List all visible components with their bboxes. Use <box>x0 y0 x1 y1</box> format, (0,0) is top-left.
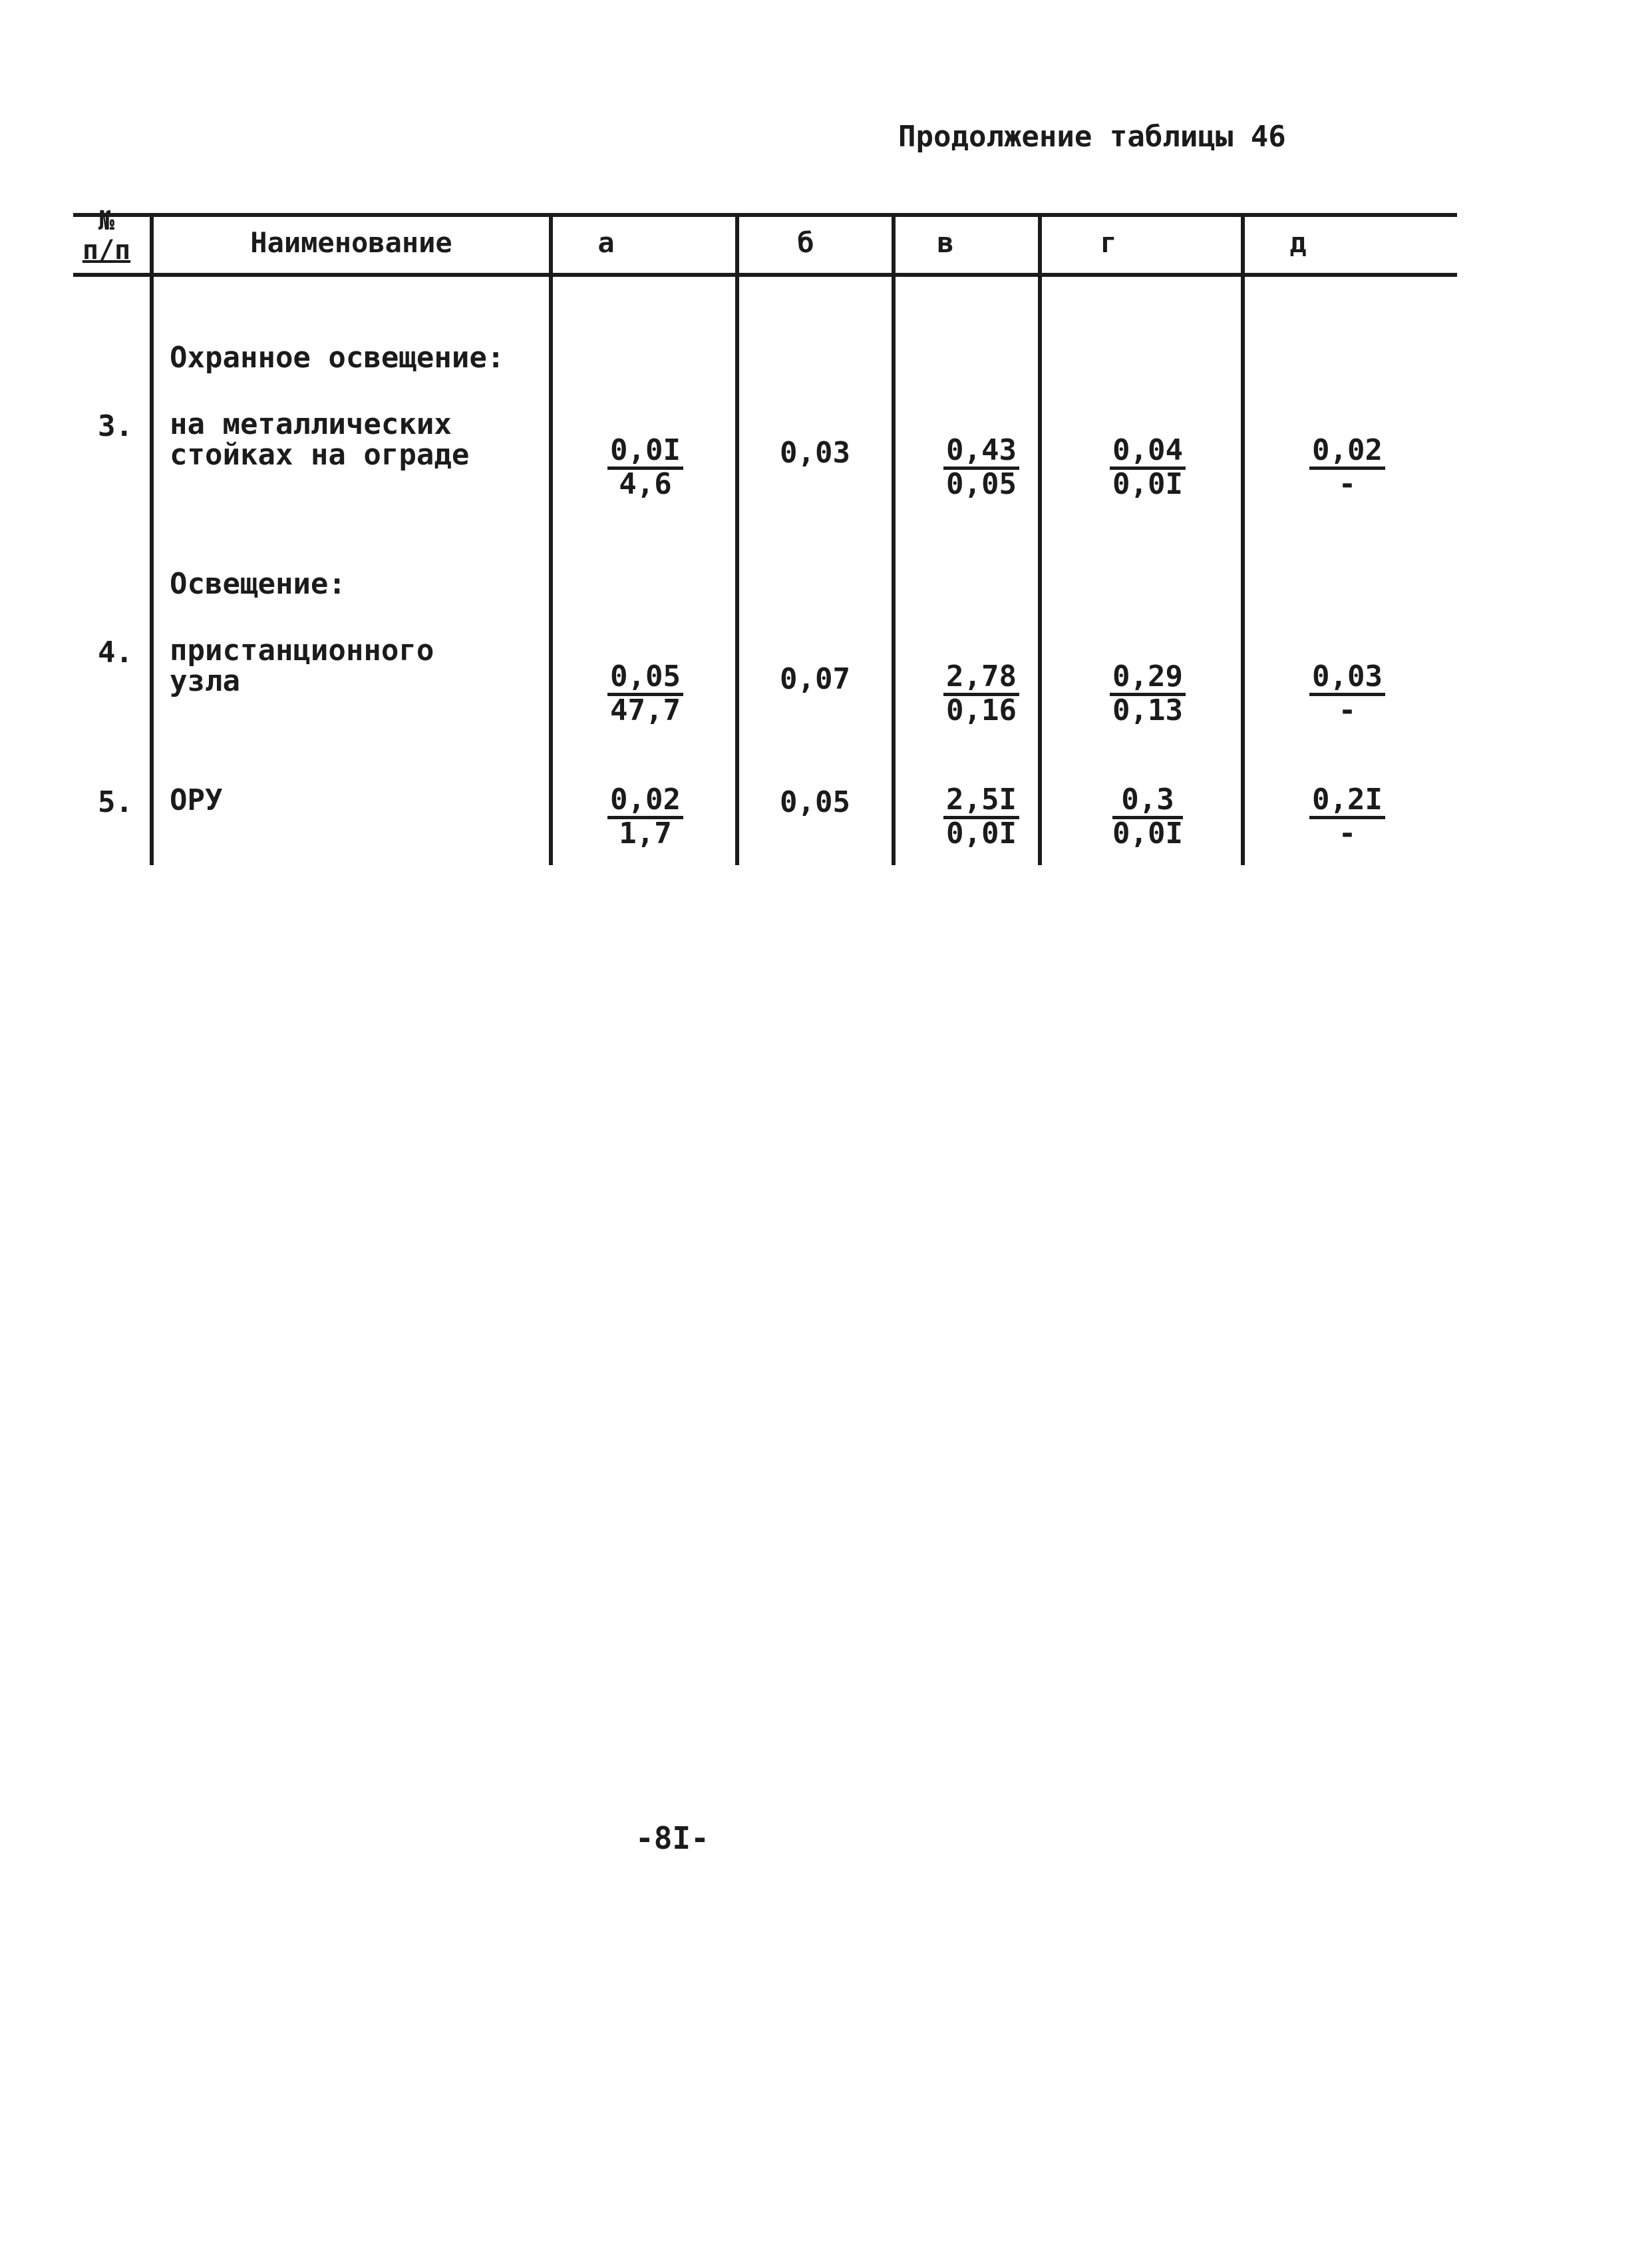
cell-d <box>1297 433 1397 501</box>
fraction-denominator: 0,0I <box>1112 467 1183 501</box>
cell-a <box>595 662 695 727</box>
cell-v <box>931 785 1031 850</box>
table-caption: Продолжение таблицы 46 <box>898 120 1286 154</box>
header-number-abbrev: п/п <box>82 235 131 266</box>
column-rule <box>892 213 896 865</box>
column-rule <box>150 213 154 865</box>
header-number <box>73 206 140 265</box>
fraction-numerator: 2,78 <box>943 662 1019 696</box>
header-v: в <box>937 226 954 259</box>
cell-value: 0,07 <box>780 662 850 696</box>
cell-value: 0,03 <box>780 436 850 470</box>
header-g: г <box>1100 226 1117 259</box>
fraction-denominator: 0,05 <box>946 467 1017 501</box>
fraction-numerator: 0,0I <box>607 436 683 470</box>
fraction-denominator: 0,13 <box>1112 693 1183 727</box>
header-name: Наименование <box>250 226 452 259</box>
cell-a <box>595 433 695 501</box>
row-number: 3. <box>98 409 133 443</box>
fraction-numerator: 0,43 <box>943 436 1019 470</box>
fraction-numerator: 0,03 <box>1309 662 1385 696</box>
fraction <box>1309 662 1385 725</box>
fraction <box>1112 785 1183 848</box>
column-rule <box>1038 213 1042 865</box>
cell-b <box>752 662 878 696</box>
row-number: 4. <box>98 636 133 669</box>
row-name: пристанционного узла <box>170 634 434 698</box>
cell-b <box>752 785 878 819</box>
fraction <box>1309 433 1385 501</box>
fraction-denominator: - <box>1338 467 1357 501</box>
fraction-numerator: 0,02 <box>1309 436 1385 470</box>
fraction <box>1110 662 1186 725</box>
header-b: б <box>797 226 814 259</box>
column-rule <box>549 213 553 865</box>
cell-d <box>1297 662 1397 727</box>
fraction-denominator: - <box>1338 817 1357 850</box>
row-number: 5. <box>98 785 133 819</box>
fraction-numerator: 0,02 <box>607 785 683 819</box>
data-table <box>73 206 1457 865</box>
fraction <box>1110 433 1186 501</box>
header-a: а <box>597 226 615 259</box>
fraction-denominator: 0,0I <box>1112 817 1183 850</box>
column-rule <box>735 213 739 865</box>
cell-g <box>1098 662 1198 727</box>
cell-b <box>752 436 878 470</box>
header-bottom-rule <box>73 273 1457 277</box>
fraction-denominator: 47,7 <box>610 693 681 727</box>
fraction-numerator: 2,5I <box>943 785 1019 819</box>
row-name: ОРУ <box>170 783 223 817</box>
fraction-numerator: 0,05 <box>607 662 683 696</box>
table-top-rule <box>73 213 1457 217</box>
cell-v <box>931 433 1031 501</box>
header-number-symbol: № <box>98 206 115 236</box>
fraction <box>607 433 683 501</box>
fraction-numerator: 0,2I <box>1309 785 1385 819</box>
column-rule <box>1241 213 1245 865</box>
header-d: д <box>1289 226 1307 259</box>
cell-value: 0,05 <box>780 785 850 819</box>
cell-d <box>1297 785 1397 850</box>
cell-a <box>595 785 695 850</box>
cell-g <box>1098 433 1198 501</box>
fraction <box>607 785 683 848</box>
fraction-denominator: 4,6 <box>619 467 672 501</box>
fraction-denominator: 1,7 <box>619 817 672 850</box>
row-name: на металлических стойках на ограде <box>170 407 470 472</box>
fraction <box>607 662 683 725</box>
cell-g <box>1098 785 1198 850</box>
fraction <box>943 433 1019 501</box>
cell-v <box>931 662 1031 727</box>
fraction-numerator: 0,04 <box>1110 436 1186 470</box>
fraction-numerator: 0,3 <box>1112 785 1183 819</box>
fraction-denominator: - <box>1338 693 1357 727</box>
fraction <box>943 785 1019 848</box>
fraction-denominator: 0,16 <box>946 693 1017 727</box>
section-label: Охранное освещение: <box>170 341 505 375</box>
fraction <box>1309 785 1385 848</box>
fraction <box>943 662 1019 725</box>
page-number: -8I- <box>635 1820 709 1856</box>
fraction-denominator: 0,0I <box>946 817 1017 850</box>
section-label: Освещение: <box>170 567 346 601</box>
fraction-numerator: 0,29 <box>1110 662 1186 696</box>
